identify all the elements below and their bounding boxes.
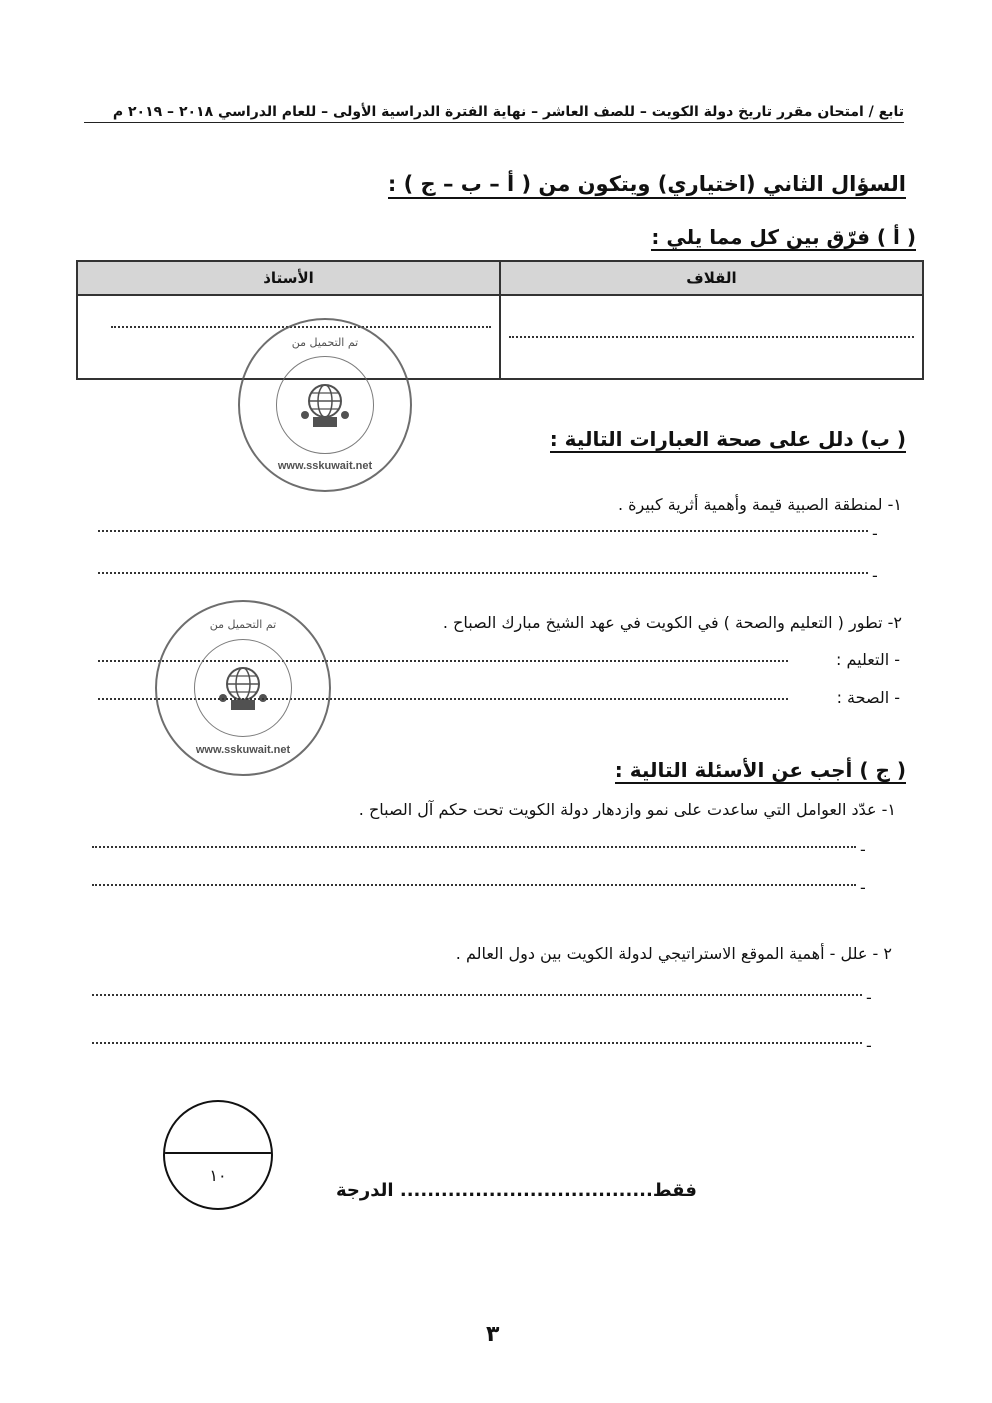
section-a-title: ( أ ) فرّق بين كل مما يلي :: [651, 225, 916, 249]
answer-line[interactable]: [92, 1042, 862, 1044]
exam-header: تابع / امتحان مقرر تاريخ دولة الكويت – للصف العاشر – نهاية الفترة الدراسية الأولى – للعام الدراسي ٢٠١٨ – ٢٠١٩ م: [84, 104, 904, 123]
health-label: - الصحة :: [836, 688, 900, 707]
c-item-1: ١- عدّد العوامل التي ساعدت على نمو وازدهار دولة الكويت تحت حكم آل الصباح .: [358, 800, 896, 819]
globe-emblem-icon: [213, 658, 273, 718]
answer-line[interactable]: [98, 572, 868, 574]
stamp-website: www.sskuwait.net: [277, 460, 373, 472]
answer-line[interactable]: [92, 884, 856, 886]
grade-line: فقط..................................... الدرجة: [336, 1180, 697, 1201]
question-title: السؤال الثاني (اختياري) ويتكون من ( أ – ب – ج ) :: [388, 172, 906, 199]
answer-line[interactable]: [98, 530, 868, 532]
stamp-seal: [238, 318, 412, 492]
edu-label: - التعليم :: [836, 650, 900, 669]
col-header-right: القلاف: [500, 261, 923, 295]
page-number: ٣: [486, 1322, 500, 1347]
answer-line[interactable]: [92, 994, 862, 996]
b-item-1: ١- لمنطقة الصبية قيمة وأهمية أثرية كبيرة .: [617, 495, 902, 514]
section-c-title: ( ج ) أجب عن الأسئلة التالية :: [614, 758, 906, 782]
grade-max: ١٠: [209, 1166, 227, 1185]
globe-emblem-icon: [295, 375, 355, 435]
b-item-2: ٢- تطور ( التعليم والصحة ) في الكويت في عهد الشيخ مبارك الصباح .: [442, 613, 902, 632]
c-item-2: ٢ - علل - أهمية الموقع الاستراتيجي لدولة الكويت بين دول العالم .: [455, 944, 892, 963]
section-b-title: ( ب) دلل على صحة العبارات التالية :: [549, 427, 906, 451]
stamp-website: www.sskuwait.net: [195, 744, 291, 756]
answer-line[interactable]: [92, 846, 856, 848]
stamp-top-text: تم التحميل من: [291, 336, 359, 349]
compare-table: [76, 260, 924, 380]
col-header-left: الأستاذ: [77, 261, 500, 295]
answer-cell-right[interactable]: [500, 295, 923, 379]
stamp-emblem: [194, 639, 292, 737]
grade-label: الدرجة: [336, 1180, 394, 1201]
grade-circle[interactable]: [163, 1100, 273, 1210]
stamp-emblem: [276, 356, 373, 453]
stamp-seal: [155, 600, 331, 776]
stamp-top-text: تم التحميل من: [209, 618, 277, 631]
grade-suffix: فقط: [652, 1180, 697, 1201]
